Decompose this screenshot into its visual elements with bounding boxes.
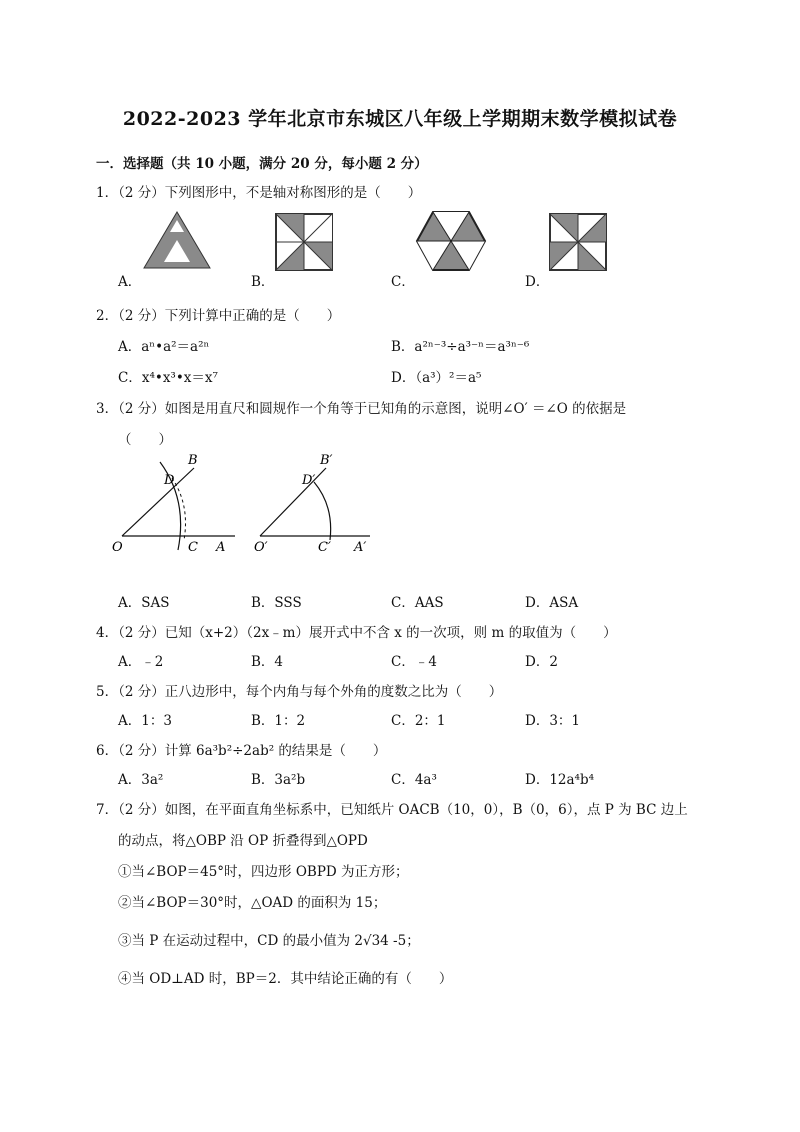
q6-option-c: C．4a³: [391, 772, 437, 788]
page-title: 2022-2023 学年北京市东城区八年级上学期期末数学模拟试卷: [122, 108, 678, 130]
q1-option-a: A．: [118, 274, 142, 290]
question-7-stem: 7．（2 分）如图，在平面直角坐标系中，已知纸片 OACB（10，0），B（0，6），点 P 为 BC 边上: [96, 802, 688, 818]
q3-figure-left: [110, 450, 260, 560]
q4-option-d: D．2: [525, 654, 558, 670]
q1-figure-d: [549, 213, 607, 271]
question-3-stem: 3．（2 分）如图是用直尺和圆规作一个角等于已知角的示意图，说明∠O′ ＝∠O 的依据是: [96, 401, 627, 417]
question-7-stem-cont: 的动点，将△OBP 沿 OP 折叠得到△OPD: [118, 833, 368, 849]
q4-option-b: B．4: [251, 654, 284, 670]
q7-statement-2: ②当∠BOP＝30°时，△OAD 的面积为 15；: [118, 895, 387, 911]
question-6-stem: 6．（2 分）计算 6a³b²÷2ab² 的结果是（ ）: [96, 743, 387, 759]
q5-option-c: C．2：1: [391, 713, 446, 729]
q3-option-a: A．SAS: [118, 595, 170, 611]
label-a: A: [216, 540, 226, 555]
question-3-stem-cont: （ ）: [118, 432, 172, 448]
label-o-prime: O′: [254, 540, 268, 555]
q7-statement-4: ④当 OD⊥AD 时，BP＝2．其中结论正确的有（ ）: [118, 971, 453, 987]
question-4-stem: 4．（2 分）已知（x+2）（2x﹣m）展开式中不含 x 的一次项，则 m 的取值为（ ）: [96, 625, 617, 641]
q2-option-b: B．a²ⁿ⁻³÷a³⁻ⁿ＝a³ⁿ⁻⁶: [391, 339, 530, 355]
q2-option-d: D．（a³）²＝a⁵: [391, 370, 482, 386]
label-c-prime: C′: [318, 540, 331, 555]
question-5-stem: 5．（2 分）正八边形中，每个内角与每个外角的度数之比为（ ）: [96, 684, 503, 700]
question-2-stem: 2．（2 分）下列计算中正确的是（ ）: [96, 308, 341, 324]
label-o: O: [112, 540, 123, 555]
q2-option-c: C．x⁴•x³•x＝x⁷: [118, 370, 218, 386]
q6-option-b: B．3a²b: [251, 772, 306, 788]
label-c: C: [188, 540, 198, 555]
question-1-stem: 1．（2 分）下列图形中，不是轴对称图形的是（ ）: [96, 185, 422, 201]
q7-statement-3: ③当 P 在运动过程中，CD 的最小值为 2√34 -5；: [118, 933, 420, 949]
label-d: D: [164, 473, 175, 488]
q7-statement-1: ①当∠BOP＝45°时，四边形 OBPD 为正方形；: [118, 864, 409, 880]
q5-option-b: B．1：2: [251, 713, 306, 729]
q1-option-d: D．: [525, 274, 550, 290]
label-b: B: [188, 453, 198, 468]
label-b-prime: B′: [320, 453, 333, 468]
q3-option-c: C．AAS: [391, 595, 444, 611]
label-a-prime: A′: [354, 540, 367, 555]
q1-figure-b: [275, 213, 333, 271]
q2-option-a: A．aⁿ•a²＝a²ⁿ: [118, 339, 210, 355]
q3-option-b: B．SSS: [251, 595, 302, 611]
q5-option-a: A．1：3: [118, 713, 172, 729]
q1-figure-a: [142, 210, 212, 270]
q6-option-a: A．3a²: [118, 772, 164, 788]
q1-option-c: C．: [391, 274, 415, 290]
q6-option-d: D．12a⁴b⁴: [525, 772, 595, 788]
section-heading: 一．选择题（共 10 小题，满分 20 分，每小题 2 分）: [96, 156, 428, 172]
q4-option-c: C．﹣4: [391, 654, 437, 670]
q3-option-d: D．ASA: [525, 595, 579, 611]
q4-option-a: A．﹣2: [118, 654, 164, 670]
q5-option-d: D．3：1: [525, 713, 581, 729]
q1-figure-c: [415, 210, 487, 272]
label-d-prime: D′: [302, 473, 316, 488]
q3-figure-right: [250, 450, 390, 560]
q1-option-b: B．: [251, 274, 275, 290]
